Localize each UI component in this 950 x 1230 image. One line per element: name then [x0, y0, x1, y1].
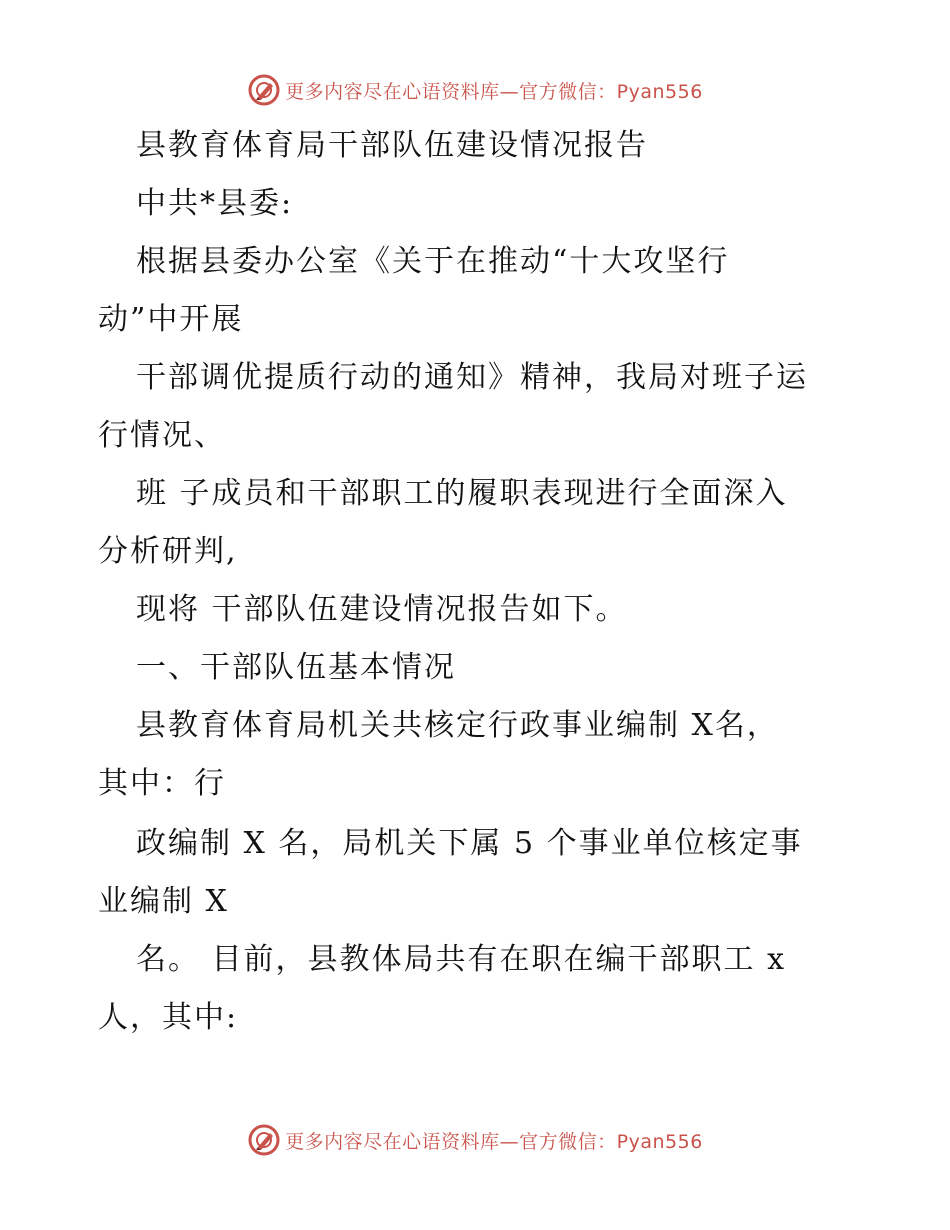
paragraph-line: 分析研判, [98, 534, 238, 569]
paragraph-line: 业编制 X [98, 884, 229, 919]
paragraph-line: 其中：行 [98, 766, 226, 801]
watermark-text: 更多内容尽在心语资料库—官方微信：Pyan556 [285, 80, 703, 103]
paragraph-line: 现将 干部队伍建设情况报告如下。 [136, 592, 628, 627]
paragraph-line: 县教育体育局机关共核定行政事业编制 X名， [136, 708, 779, 743]
watermark-text: 更多内容尽在心语资料库—官方微信：Pyan556 [285, 1130, 703, 1153]
header-watermark [0, 70, 950, 110]
salutation: 中共*县委: [136, 186, 294, 221]
paragraph-line: 动”中开展 [98, 302, 244, 337]
paragraph-line: 班 子成员和干部职工的履职表现进行全面深入 [136, 476, 788, 511]
section-heading: 一、干部队伍基本情况 [136, 650, 456, 685]
paragraph-line: 干部调优提质行动的通知》精神，我局对班子运 [136, 360, 808, 395]
paragraph-line: 行情况、 [98, 418, 226, 453]
brand-logo-icon [247, 1123, 281, 1157]
paragraph-line: 政编制 X 名，局机关下属 5 个事业单位核定事 [136, 826, 803, 861]
paragraph-line: 根据县委办公室《关于在推动“十大攻坚行 [136, 244, 730, 279]
document-title: 县教育体育局干部队伍建设情况报告 [136, 128, 648, 163]
paragraph-line: 名。 目前，县教体局共有在职在编干部职工 x [136, 942, 786, 977]
brand-logo-icon [247, 73, 281, 107]
paragraph-line: 人，其中: [98, 1000, 239, 1035]
footer-watermark [0, 1120, 950, 1160]
